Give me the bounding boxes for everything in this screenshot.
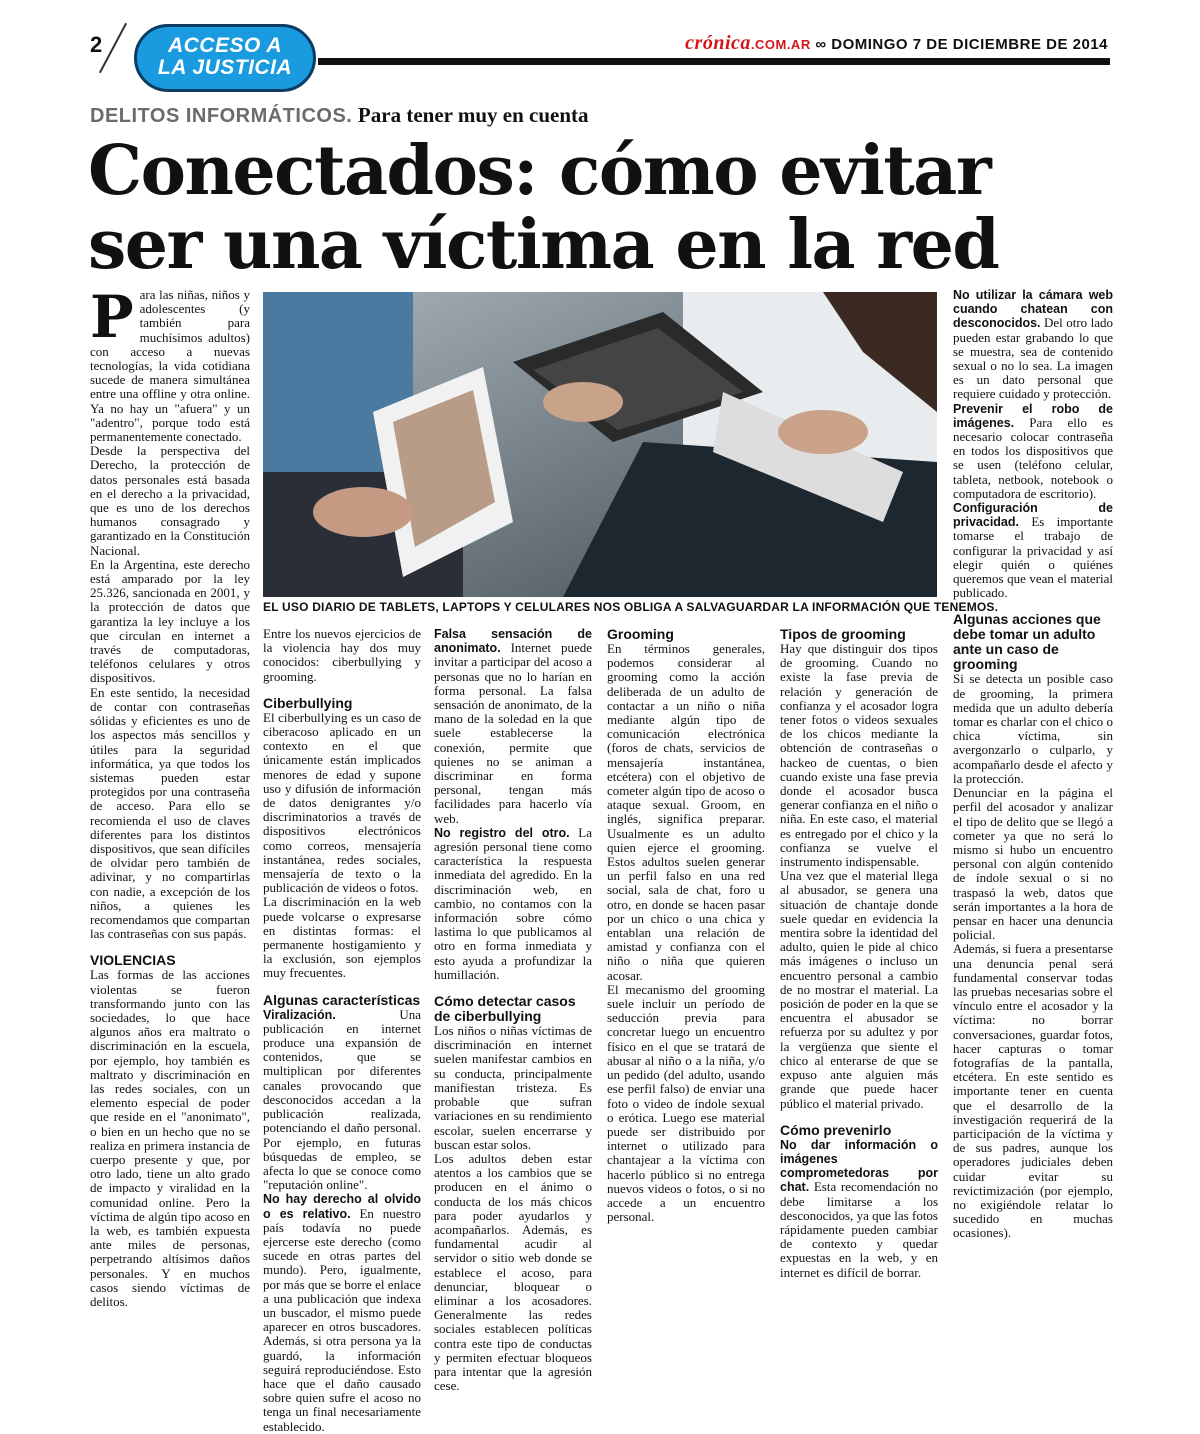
brand-domain: .COM.AR (750, 37, 811, 52)
section-label-line2: LA JUSTICIA (157, 56, 293, 79)
paragraph: Los niños o niñas víctimas de discriminación en internet suelen manifestar cambios en su conducta, principalmente manifiestan tristeza. Es probable que sufran variaciones en su rendimiento escolar, suelen encerrarse y buscan estar solos. (434, 1023, 592, 1152)
lead-in: Viralización. (263, 1007, 336, 1022)
folio-divider (99, 23, 127, 73)
paragraph: El mecanismo del grooming suele incluir un período de seducción previa para concretar luego un encuentro físico en el que se tratará de abusar al niño o a la niña, y/o un pedido (del adulto, usando ese perfil falso) de enviar una foto o video de índole sexual o erótica. Luego ese material puede ser distribuido por internet o utilizado para chantajear a la víctima con hacerlo público si no entrega nuevos videos o fotos, o si no accede a un encuentro personal. (607, 981, 765, 1225)
lead-in: No registro del otro. (434, 825, 570, 840)
header-rule (318, 58, 1110, 65)
article-photo (263, 292, 937, 597)
page-number: 2 (90, 32, 103, 57)
paragraph: Hay que distinguir dos tipos de grooming. Cuando no existe la fase previa de relación y generación de confianza y el acosador logra tener fotos o videos sexuales de los chicos mediante la obtención de contraseñas o hackeo de cuentas, o bien cuando existe una fase previa donde el acosador busca generar confianza en el niño o niña. En este caso, el material es entregado por el chico y la confianza se vuelve el instrumento indispensable. (780, 641, 938, 870)
paragraph: La discriminación en la web puede volcarse o expresarse en distintas formas: el permanente hostigamiento y la exclusión, son ejemplos muy frecuentes. (263, 894, 421, 981)
paragraph: En la Argentina, este derecho está amparado por la ley 25.326, sancionada en 2001, y la protección de datos que garantiza la ley incluye a los que circulan en internet a través de computadoras, teléfonos celulares y otros dispositivos. (90, 556, 250, 686)
lead-in: Configuración de privacidad. (953, 501, 1113, 530)
lead-in: No hay derecho al olvido o es relativo. (263, 1192, 421, 1221)
masthead (685, 32, 1108, 55)
paragraph: Desde la perspectiva del Derecho, la protección de datos personales está basada en el derecho a la privacidad, que es uno de los derechos humanos consagrado y garantizado en la Constitución Nacional. (90, 443, 250, 558)
subheading-prevenirlo: Cómo prevenirlo (780, 1121, 892, 1138)
subheading-tipos-grooming: Tipos de grooming (780, 626, 906, 642)
paragraph: Una vez que el material llega al abusador, se genera una situación de chantaje donde suele quedar en evidencia la mentira sobre la identidad del adulto, quien le pide al chico más imágenes o incluso un encuentro personal a cambio de no mostrar el material. La posición de poder en la que se encuentra el abusador se refuerza por su adultez y por la vergüenza que siente el chico al enterarse de que se expuso ante alguien más grande que puede hacer público el material privado. (780, 868, 938, 1111)
paragraph: Las formas de las acciones violentas se fueron transformando junto con las sociedades, lo que hace algunos años era maltrato o discriminación en la escuela, por ejemplo, hoy también es maltrato y discriminación en las redes sociales, con un elemento especial de poder que reside en el "anonimato", o bien en un hecho que no se realiza en primera instancia de cuerpo presente y que, por otro lado, tiene un alto grado de impacto y viralidad en la comunidad online. Pero la víctima de algún tipo acoso en la web, es también expuesta ante miles de personas, perpetrando altísimos daños personales. Y en muchos casos siendo víctimas de delitos. (90, 967, 250, 1310)
issue-date: DOMINGO 7 DE DICIEMBRE DE 2014 (831, 36, 1108, 53)
headline: Conectados: cómo evitar ser una víctima en la red (88, 131, 999, 285)
lead-in: No dar información o imágenes comprometedoras por chat. (780, 1137, 938, 1195)
article-column-4 (607, 627, 765, 1224)
article-column-5 (780, 627, 938, 1280)
paragraph: Internet puede invitar a participar del acoso a personas que no lo harían en forma personal. La falsa sensación de anonimato, de la mano de la soledad en la que suele establecerse la conexión, permite que quienes no se animan a discriminar en forma personal, tengan más facilidades para hacerlo vía web. (434, 640, 592, 826)
paragraph: Esta recomendación no debe limitarse a los desconocidos, ya que las fotos rápidamente pueden cambiar de contexto y quedar expuestas en la web, y en internet es difícil de borrar. (780, 1179, 938, 1280)
brand-logo: crónica (685, 32, 751, 54)
paragraph: Es importante tomarse el trabajo de configurar la privacidad y así elegir quién o quiénes queremos que vean el material publicado. (953, 514, 1113, 601)
subheading-detectar: Cómo detectar casos de ciberbullying (434, 993, 576, 1025)
lead-in: Falsa sensación de anonimato. (434, 627, 592, 656)
paragraph: Además, si fuera a presentarse una denuncia penal será fundamental conservar todas las pruebas necesarias sobre el vínculo entre el acosador y la víctima: no borrar conversaciones, guardar fotos, hacer capturas o tomar fotografías de la pantalla, etcétera. En este sentido es importante tener en cuenta que el desarrollo de la investigación requerirá de la participación de la víctima y de sus padres, aunque los operadores judiciales deben cuidar evitar su revictimización (por ejemplo, no exigiéndole relatar lo sucedido en muchas ocasiones). (953, 941, 1113, 1241)
masthead-separator-icon: ∞ (815, 36, 827, 53)
paragraph: Para ello es necesario colocar contraseña en todos los dispositivos que se usen (teléfono celular, tableta, netbook, notebook o computadora de escritorio). (953, 414, 1113, 501)
section-label-line1: ACCESO A (167, 34, 283, 57)
paragraph: Una publicación en internet produce una expansión de contenidos, que se multiplican por diferentes canales provocando que desconocidos accedan a la publicación realizada, potenciando el daño personal. Por ejemplo, en futuras búsquedas de empleo, se afecta lo que se conoce como "reputación online". (263, 1006, 421, 1193)
article-column-1 (90, 283, 250, 1310)
paragraph: Si se detecta un posible caso de grooming, la primera medida que un adulto debería tomar es charlar con el chico o chica víctima, sin avergonzarlo o culparlo, y acompañarlo desde el afecto y la protección. (953, 671, 1113, 786)
paragraph: En este sentido, la necesidad de contar con contraseñas sólidas y eficientes es uno de los aspectos más sencillos y útiles para la seguridad informática, ya que todos los sistemas pueden estar protegidos por una contraseña de acceso. Para ello se recomienda el uso de claves diferentes para los distintos dispositivos, que sean difíciles de olvidar pero también de adivinar, y no compartirlas con nadie, a excepción de los niños, a quienes les recomendamos que compartan las contraseñas con sus papás. (90, 684, 250, 942)
subheading-grooming: Grooming (607, 626, 674, 642)
article-column-6 (953, 288, 1113, 1241)
paragraph: En nuestro país todavía no puede ejercerse este derecho (como sucede en otras partes del mundo). Pero, igualmente, por más que se borre el enlace a una publicación que indexa un buscador, el mismo puede aparecer en otros buscadores. Además, si otra persona ya la guardó, la información seguirá reproduciéndose. Esto hace que el daño causado sobre quien sufre el acoso no tenga un final necesariamente establecido. (263, 1205, 421, 1434)
paragraph: ara las niñas, niños y adolescentes (y también para muchísimos adultos) con acceso a nuevas tecnologías, la vida cotidiana sucede de manera simultánea entre una offline y otra online. Ya no hay un "afuera" y un "adentro", porque todo está permanentemente conectado. (90, 287, 250, 445)
kicker-text: Para tener muy en cuenta (357, 103, 589, 127)
paragraph: Entre los nuevos ejercicios de la violencia hay dos muy conocidos: ciberbullying y grooming. (263, 626, 421, 684)
subheading-acciones: Algunas acciones que debe tomar un adulto ante un caso de grooming (953, 611, 1101, 673)
subheading-violencias: VIOLENCIAS (90, 952, 176, 969)
photo-tablets-laptops-illustration (263, 292, 937, 597)
kicker (90, 103, 589, 128)
lead-in: No utilizar la cámara web cuando chatean con desconocidos. (953, 288, 1113, 331)
subheading-ciberbullying: Ciberbullying (263, 694, 353, 711)
paragraph: Del otro lado pueden estar grabando lo que se muestra, sea de contenido sexual o no lo sea. La imagen es un dato personal que requiere cuidado y protección. (953, 315, 1113, 402)
article-column-3 (434, 627, 592, 1393)
lead-in: Prevenir el robo de imágenes. (953, 401, 1113, 430)
article-column-2 (263, 627, 421, 1434)
kicker-label: DELITOS INFORMÁTICOS. (90, 105, 353, 127)
subheading-caracteristicas: Algunas características (263, 991, 421, 1008)
paragraph: El ciberbullying es un caso de ciberacoso aplicado en un contexto en el que únicamente están implicados menores de edad y supone uso y difusión de información de datos denigrantes y/o discriminatorios a través de dispositivos electrónicos como correos, mensajería instantánea, redes sociales, mensajería de texto o la publicación de videos o fotos. (263, 709, 421, 896)
paragraph: Los adultos deben estar atentos a los cambios que se producen en el ánimo o conducta de los más chicos para poder ayudarlos y acompañarlos. Además, es fundamental acudir al servidor o sitio web donde se establece el acoso, para denunciar, bloquear o eliminar a los acosadores. Generalmente las redes sociales establecen políticas contra este tipo de conductas y permiten efectuar bloqueos para intentar que la agresión cese. (434, 1150, 592, 1394)
paragraph: La agresión personal tiene como característica la respuesta inmediata del agredido. En la discriminación web, en cambio, no contamos con la información sobre cómo lastima lo que publicamos al otro en forma inmediata y esto ayuda a profundizar la humillación. (434, 824, 592, 982)
paragraph: En términos generales, podemos considerar al grooming como la acción deliberada de un adulto de contactar a un niño o niña mediante algún tipo de comunicación electrónica (foros de chats, servicios de mensajería instantánea, etcétera) con el objetivo de cometer algún tipo de acoso o ataque sexual. Groom, en inglés, significa preparar. Usualmente es un adulto quien ejerce el grooming. Estos adultos suelen generar un perfil falso en una red social, sala de chat, foro u otro, en donde se hacen pasar por un chico o una chica y entablan una relación de amistad y confianza con el niño o niña que quieren acosar. (607, 641, 765, 983)
drop-cap: P (90, 283, 134, 351)
section-badge (134, 24, 316, 92)
photo-caption: EL USO DIARIO DE TABLETS, LAPTOPS Y CELULARES NOS OBLIGA A SALVAGUARDAR LA INFORMACIÓN QUE TENEMOS. (263, 600, 999, 614)
paragraph: Denunciar en la página el perfil del acosador y analizar el tipo de delito que se llegó a cometer ya que no será lo mismo si hubo un encuentro personal con algún contenido de índole sexual o si no traspasó la web, datos que serán importantes a la hora de pensar en hacer una denuncia policial. (953, 785, 1113, 943)
